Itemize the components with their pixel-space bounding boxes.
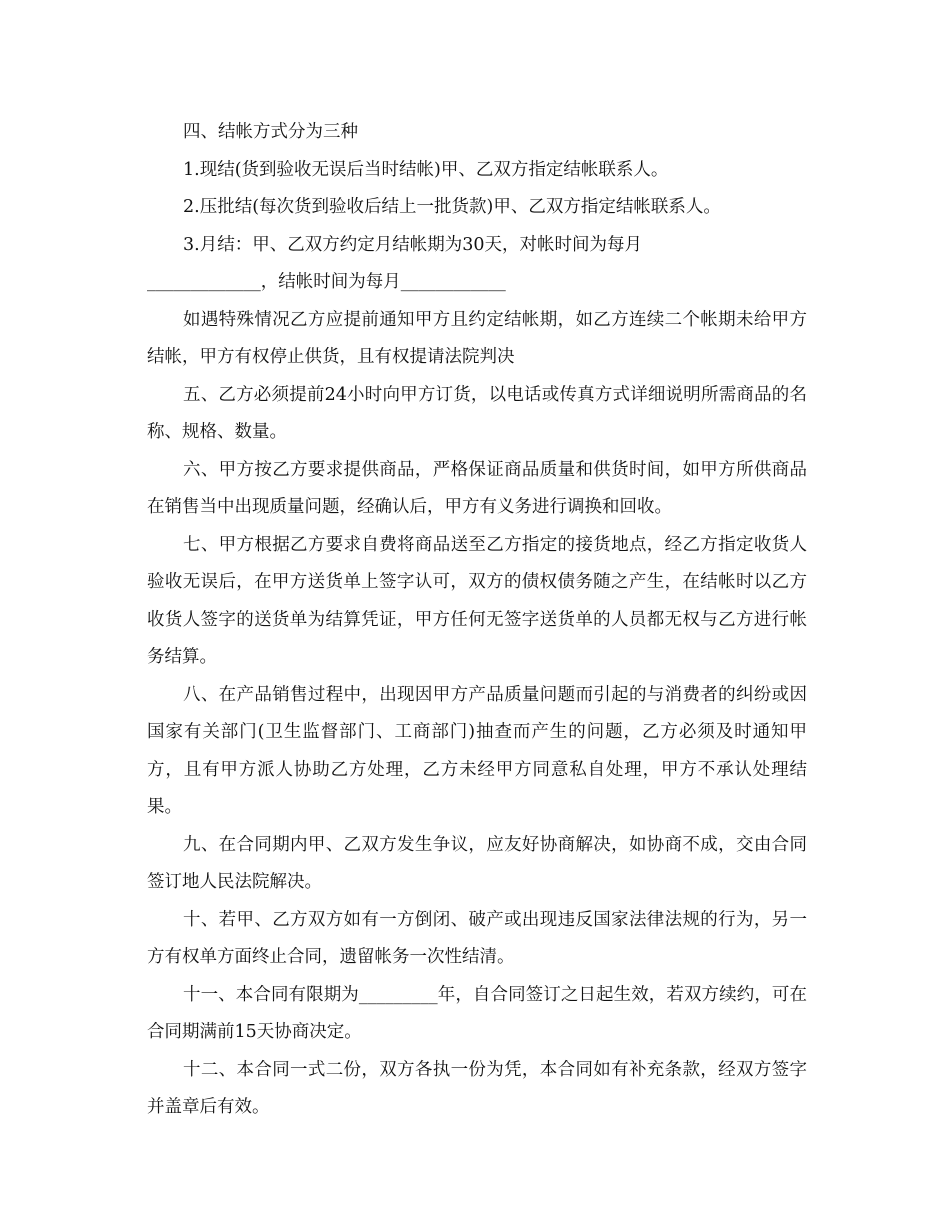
clause-9: 九、在合同期内甲、乙双方发生争议，应友好协商解决，如协商不成，交由合同签订地人民法院解决。 — [147, 834, 807, 892]
settlement-cash: 1.现结(货到验收无误后当时结帐)甲、乙双方指定结帐联系人。 — [183, 159, 669, 180]
clause-4-heading: 四、结帐方式分为三种 — [183, 122, 358, 142]
special-circumstances: 如遇特殊情况乙方应提前通知甲方且约定结帐期，如乙方连续二个帐期未给甲方结帐，甲方有权停止供货，且有权提请法院判决 — [147, 309, 807, 367]
clause-6: 六、甲方按乙方要求提供商品，严格保证商品质量和供货时间，如甲方所供商品在销售当中出现质量问题，经确认后，甲方有义务进行调换和回收。 — [147, 459, 807, 517]
settlement-date-blanks: _____________，结帐时间为每月____________ — [147, 272, 506, 292]
clause-7: 七、甲方根据乙方要求自费将商品送至乙方指定的接货地点，经乙方指定收货人验收无误后，在甲方送货单上签字认可，双方的债权债务随之产生，在结帐时以乙方收货人签字的送货单为结算凭证，甲方任何无签字送货单的人员都无权与乙方进行帐务结算。 — [147, 534, 807, 667]
settlement-monthly: 3.月结：甲、乙双方约定月结帐期为30天，对帐时间为每月 — [183, 234, 642, 255]
clause-8: 八、在产品销售过程中，出现因甲方产品质量问题而引起的与消费者的纠纷或因国家有关部门(卫生监督部门、工商部门)抽查而产生的问题，乙方必须及时通知甲方，且有甲方派人协助乙方处理，乙方未经甲方同意私自处理，甲方不承认处理结果。 — [147, 684, 807, 817]
clause-5: 五、乙方必须提前24小时向甲方订货，以电话或传真方式详细说明所需商品的名称、规格、数量。 — [147, 384, 807, 442]
clause-11: 十一、本合同有限期为_________年，自合同签订之日起生效，若双方续约，可在合同期满前15天协商决定。 — [147, 984, 807, 1042]
clause-10: 十、若甲、乙方双方如有一方倒闭、破产或出现违反国家法律法规的行为，另一方有权单方面终止合同，遗留帐务一次性结清。 — [147, 909, 807, 967]
settlement-batch: 2.压批结(每次货到验收后结上一批货款)甲、乙双方指定结帐联系人。 — [183, 197, 721, 217]
contract-body — [147, 114, 807, 1127]
clause-12: 十二、本合同一式二份，双方各执一份为凭，本合同如有补充条款，经双方签字并盖章后有效。 — [147, 1059, 807, 1117]
